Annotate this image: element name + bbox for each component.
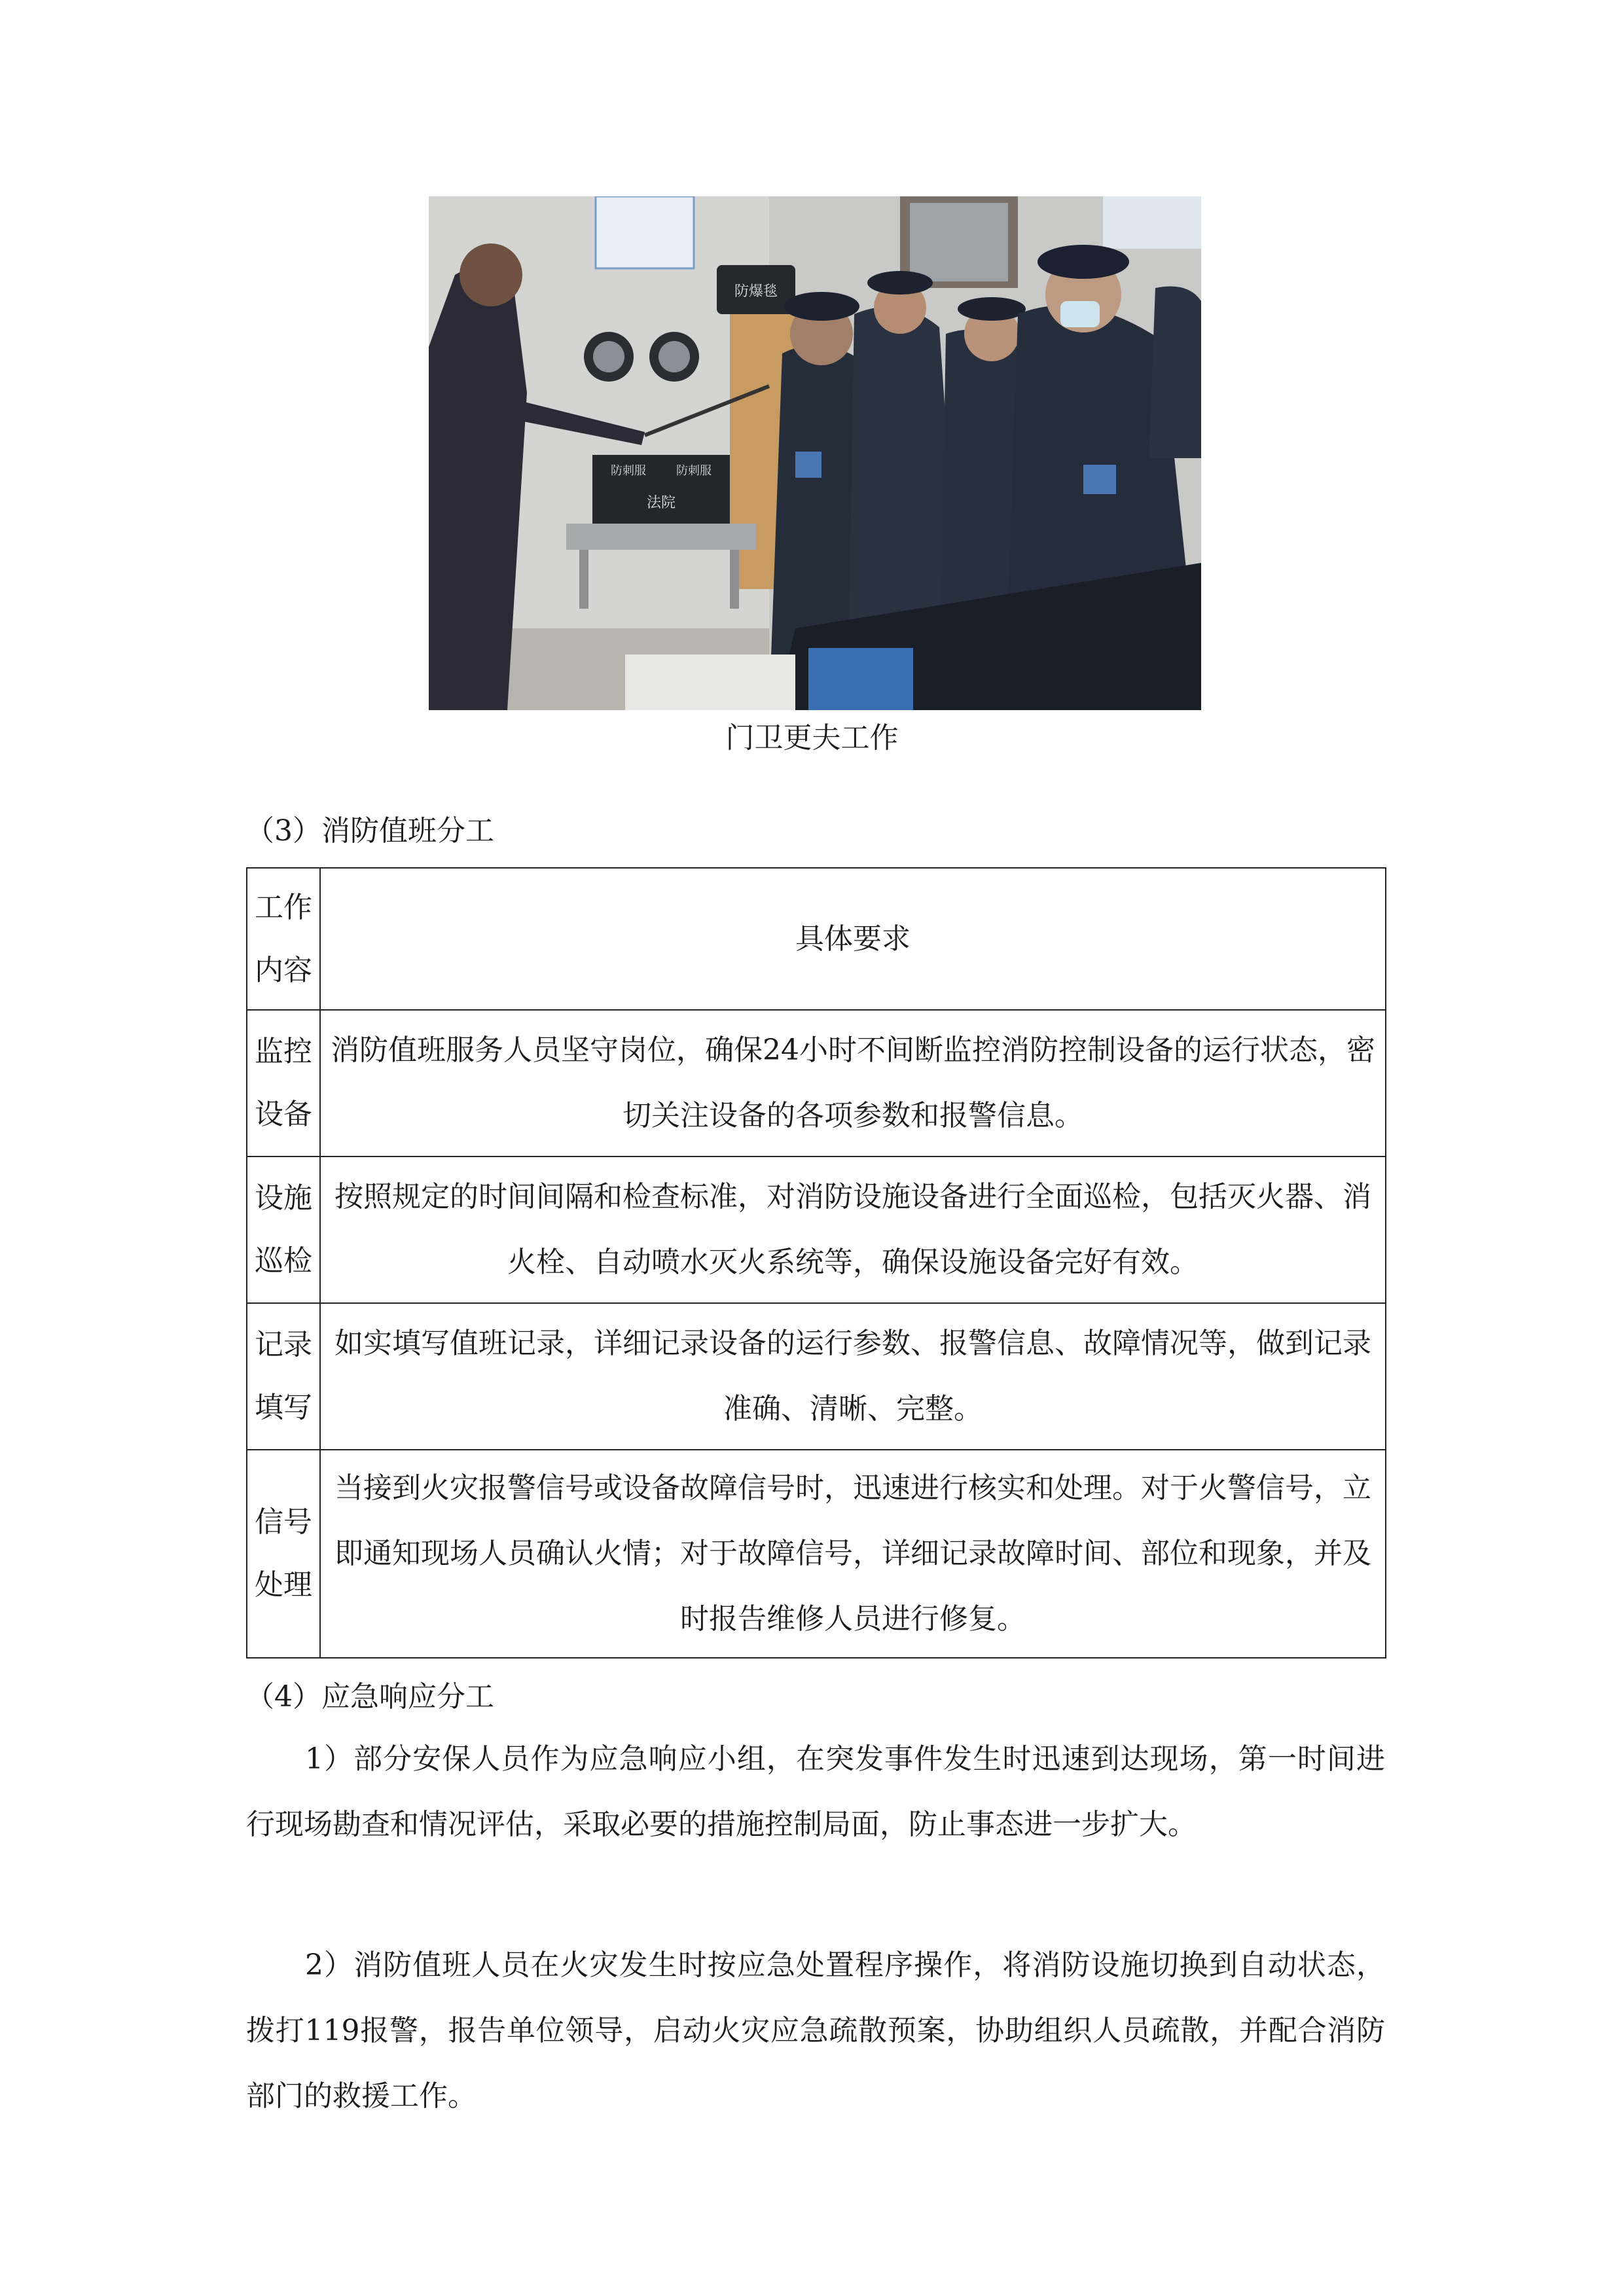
photo-caption: 门卫更夫工作 xyxy=(725,721,899,755)
row-key-line: 记录 xyxy=(255,1328,312,1361)
row-key xyxy=(247,1157,320,1303)
table-row xyxy=(247,1157,1386,1303)
training-photo xyxy=(429,196,1201,710)
paragraph: 1）部分安保人员作为应急响应小组，在突发事件发生时迅速到达现场，第一时间进行现场勘查和情况评估，采取必要的措施控制局面，防止事态进一步扩大。 xyxy=(246,1742,1385,1841)
sign-label: 法院 xyxy=(646,495,676,511)
row-text: 如实填写值班记录，详细记录设备的运行参数、报警信息、故障情况等，做到记录准确、清晰、完整。 xyxy=(320,1303,1386,1450)
header-requirements: 具体要求 xyxy=(320,868,1386,1010)
row-key xyxy=(247,1303,320,1450)
row-text: 当接到火灾报警信号或设备故障信号时，迅速进行核实和处理。对于火警信号，立即通知现场人员确认火情；对于故障信号，详细记录故障时间、部位和现象，并及时报告维修人员进行修复。 xyxy=(320,1450,1386,1658)
table-row xyxy=(247,1303,1386,1450)
row-key xyxy=(247,1450,320,1658)
sign-label: 防刺服 xyxy=(611,464,646,478)
paragraph: 2）消防值班人员在火灾发生时按应急处置程序操作，将消防设施切换到自动状态，拨打119报警，报告单位领导，启动火灾应急疏散预案，协助组织人员疏散，并配合消防部门的救援工作。 xyxy=(246,1948,1385,2113)
row-key-line: 监控 xyxy=(255,1035,312,1068)
row-key-line: 巡检 xyxy=(255,1244,312,1278)
row-text: 按照规定的时间间隔和检查标准，对消防设施设备进行全面巡检，包括灭火器、消火栓、自动喷水灭火系统等，确保设施设备完好有效。 xyxy=(320,1157,1386,1303)
table-header-row xyxy=(247,868,1386,1010)
table-row xyxy=(247,1010,1386,1157)
row-key-line: 设备 xyxy=(255,1098,312,1131)
header-work-content xyxy=(247,868,320,1010)
row-key-line: 处理 xyxy=(255,1568,312,1602)
row-key-line: 信号 xyxy=(255,1505,312,1539)
row-key xyxy=(247,1010,320,1157)
row-key-line: 设施 xyxy=(255,1181,312,1215)
sign-label: 防爆毯 xyxy=(734,283,778,300)
section-4-heading: （4）应急响应分工 xyxy=(245,1680,494,1713)
duty-table xyxy=(246,867,1386,1659)
row-text: 消防值班服务人员坚守岗位，确保24小时不间断监控消防控制设备的运行状态，密切关注设备的各项参数和报警信息。 xyxy=(320,1010,1386,1157)
section-3-heading: （3）消防值班分工 xyxy=(245,814,494,848)
sign-label: 防刺服 xyxy=(676,464,712,478)
header-cell-line: 工作 xyxy=(255,890,312,924)
table-row xyxy=(247,1450,1386,1658)
row-key-line: 填写 xyxy=(255,1391,312,1424)
photo-illustration xyxy=(429,196,1201,710)
header-cell-line: 内容 xyxy=(255,953,312,987)
